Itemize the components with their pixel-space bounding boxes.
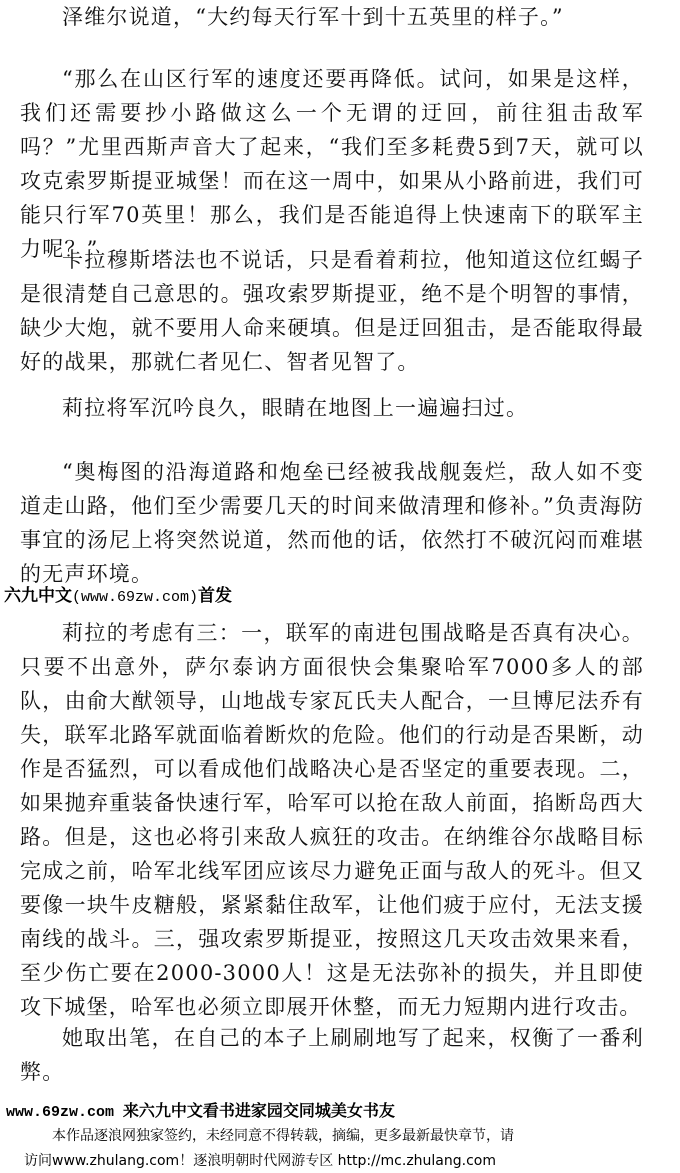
paragraph-karamustafa: 卡拉穆斯塔法也不说话，只是看着莉拉，他知道这位红蝎子是很清楚自己意思的。强攻索罗斯提亚，绝不是个明智的事情，缺少大炮，就不要用人命来硬填。但是迂回狙击，是否能取得最好的战果，那就仁者见仁、智者见智了。	[20, 248, 644, 374]
first-release-label: 首发	[198, 586, 233, 605]
site-url: (www.69zw.com)	[72, 589, 199, 606]
site-name: 六九中文	[4, 586, 72, 605]
footer-site-link[interactable]: www.69zw.com	[6, 1104, 115, 1121]
footer-slogan: 来六九中文看书进家园交同城美女书友	[122, 1103, 395, 1120]
paragraph-tony-admiral: “奥梅图的沿海道路和炮垒已经被我战舰轰烂，敌人如不变道走山路，他们至少需要几天的时间来做清理和修补。”负责海防事宜的汤尼上将突然说道，然而他的话，依然打不破沉闷而难堪的无声环境。	[20, 460, 644, 586]
paragraph-ulysses-speech: “那么在山区行军的速度还要再降低。试问，如果是这样，我们还需要抄小路做这么一个无谓的迂回，前往狙击敌军吗？”尤里西斯声音大了起来，“我们至多耗费5到7天，就可以攻克索罗斯提亚城堡！而在这一周中，如果从小路前进，我们可能只行军70英里！那么，我们是否能追得上快速南下的联军主力呢？”	[20, 67, 644, 261]
paragraph-lila-writes: 她取出笔，在自己的本子上刷刷地写了起来，权衡了一番利弊。	[20, 1026, 644, 1084]
paragraph-dialogue-xavier: 泽维尔说道，“大约每天行军十到十五英里的样子。”	[62, 5, 564, 29]
footer-copyright-notice: 本作品逐浪网独家签约，未经同意不得转载，摘编，更多最新最快章节，请	[52, 1128, 514, 1144]
footer-promo-line	[6, 1102, 395, 1123]
footer-visit-notice: 访问www.zhulang.com！逐浪明朝时代网游专区 http://mc.zhulang.com	[24, 1153, 496, 1169]
paragraph-lila-considerations: 莉拉的考虑有三：一，联军的南进包围战略是否真有决心。只要不出意外，萨尔泰讷方面很快会集聚哈军7000多人的部队，由俞大猷领导，山地战专家瓦氏夫人配合，一旦博尼法乔有失，联军北路军就面临着断炊的危险。他们的行动是否果断，动作是否猛烈，可以看成他们战略决心是否坚定的重要表现。二，如果抛弃重装备快速行军，哈军可以抢在敌人前面，掐断岛西大路。但是，这也必将引来敌人疯狂的攻击。在纳维谷尔战略目标完成之前，哈军北线军团应该尽力避免正面与敌人的死斗。但又要像一块牛皮糖般，紧紧黏住敌军，让他们疲于应付，无法支援南线的战斗。三，强攻索罗斯提亚，按照这几天攻击效果来看，至少伤亡要在2000-3000人！这是无法弥补的损失，并且即使攻下城堡，哈军也必须立即展开休整，而无力短期内进行攻击。	[20, 621, 644, 1019]
paragraph-lila-ponders: 莉拉将军沉吟良久，眼睛在地图上一遍遍扫过。	[62, 396, 529, 420]
site-watermark-line	[4, 584, 232, 610]
